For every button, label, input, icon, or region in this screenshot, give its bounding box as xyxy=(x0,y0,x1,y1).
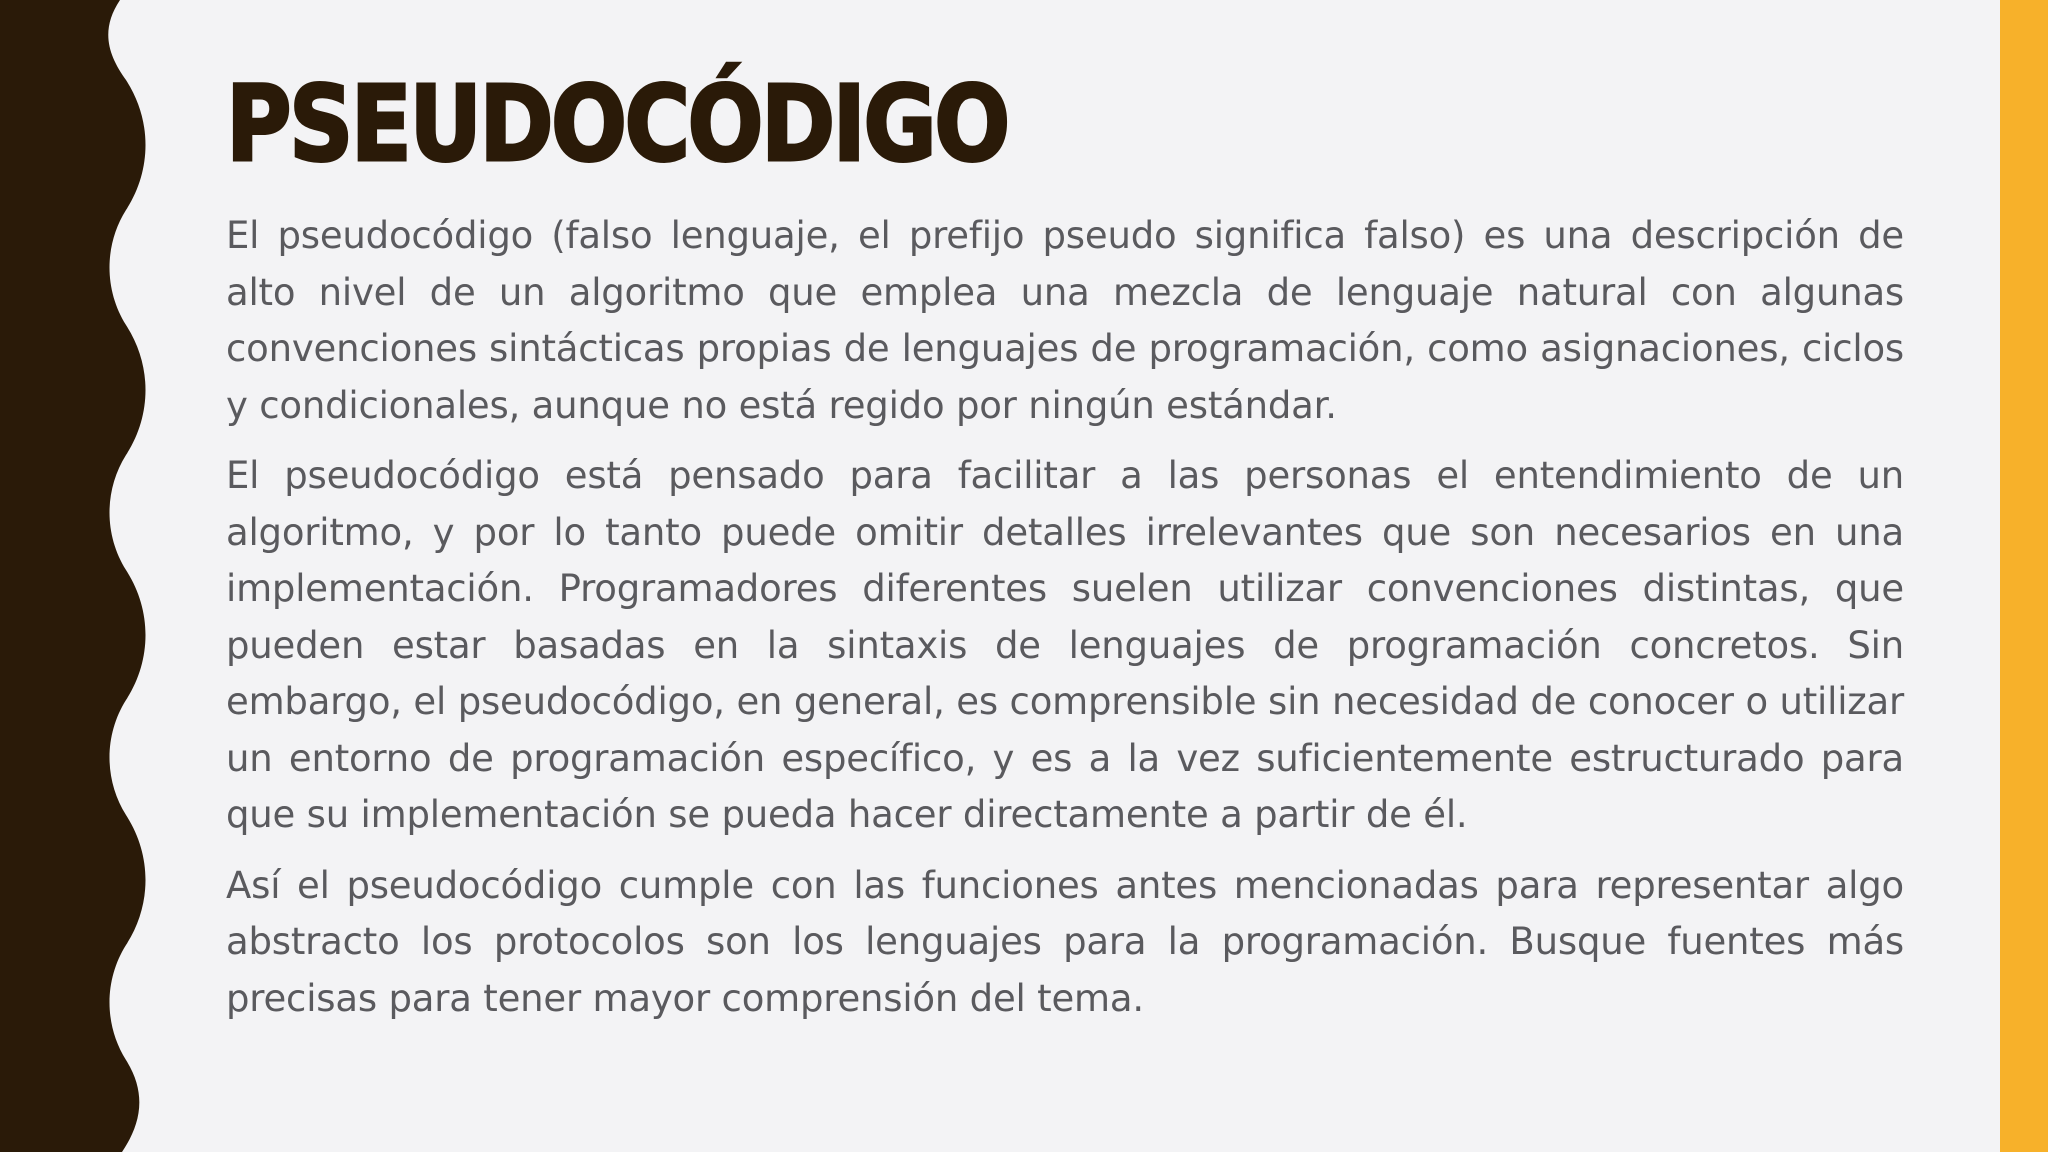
paragraph-1: El pseudocódigo (falso lenguaje, el prefijo pseudo significa falso) es una descripción de alto nivel de un algoritmo que emplea una mezcla de lenguaje natural con algunas convenciones sintácticas propias de lenguajes de programación, como asignaciones, ciclos y condicionales, aunque no está regido por ningún estándar. xyxy=(226,214,1904,427)
right-accent-bar xyxy=(2000,0,2048,1152)
paragraph-2: El pseudocódigo está pensado para facilitar a las personas el entendimiento de un algoritmo, y por lo tanto puede omitir detalles irrelevantes que son necesarios en una implementación. Programadores diferentes suelen utilizar convenciones distintas, que pueden estar basadas en la sintaxis de lenguajes de programación concretos. Sin embargo, el pseudocódigo, en general, es comprensible sin necesidad de conocer o utilizar un entorno de programación específico, y es a la vez suficientemente estructurado para que su implementación se pueda hacer directamente a partir de él. xyxy=(226,454,1904,836)
wave-shape xyxy=(0,0,146,1152)
slide-content xyxy=(226,58,1904,1041)
paragraph-3: Así el pseudocódigo cumple con las funciones antes mencionadas para representar algo abstracto los protocolos son los lenguajes para la programación. Busque fuentes más precisas para tener mayor comprensión del tema. xyxy=(226,863,1904,1020)
slide-title: PSEUDOCÓDIGO xyxy=(226,63,1008,185)
slide-body xyxy=(226,208,1904,1027)
left-wave-decoration xyxy=(0,0,170,1152)
